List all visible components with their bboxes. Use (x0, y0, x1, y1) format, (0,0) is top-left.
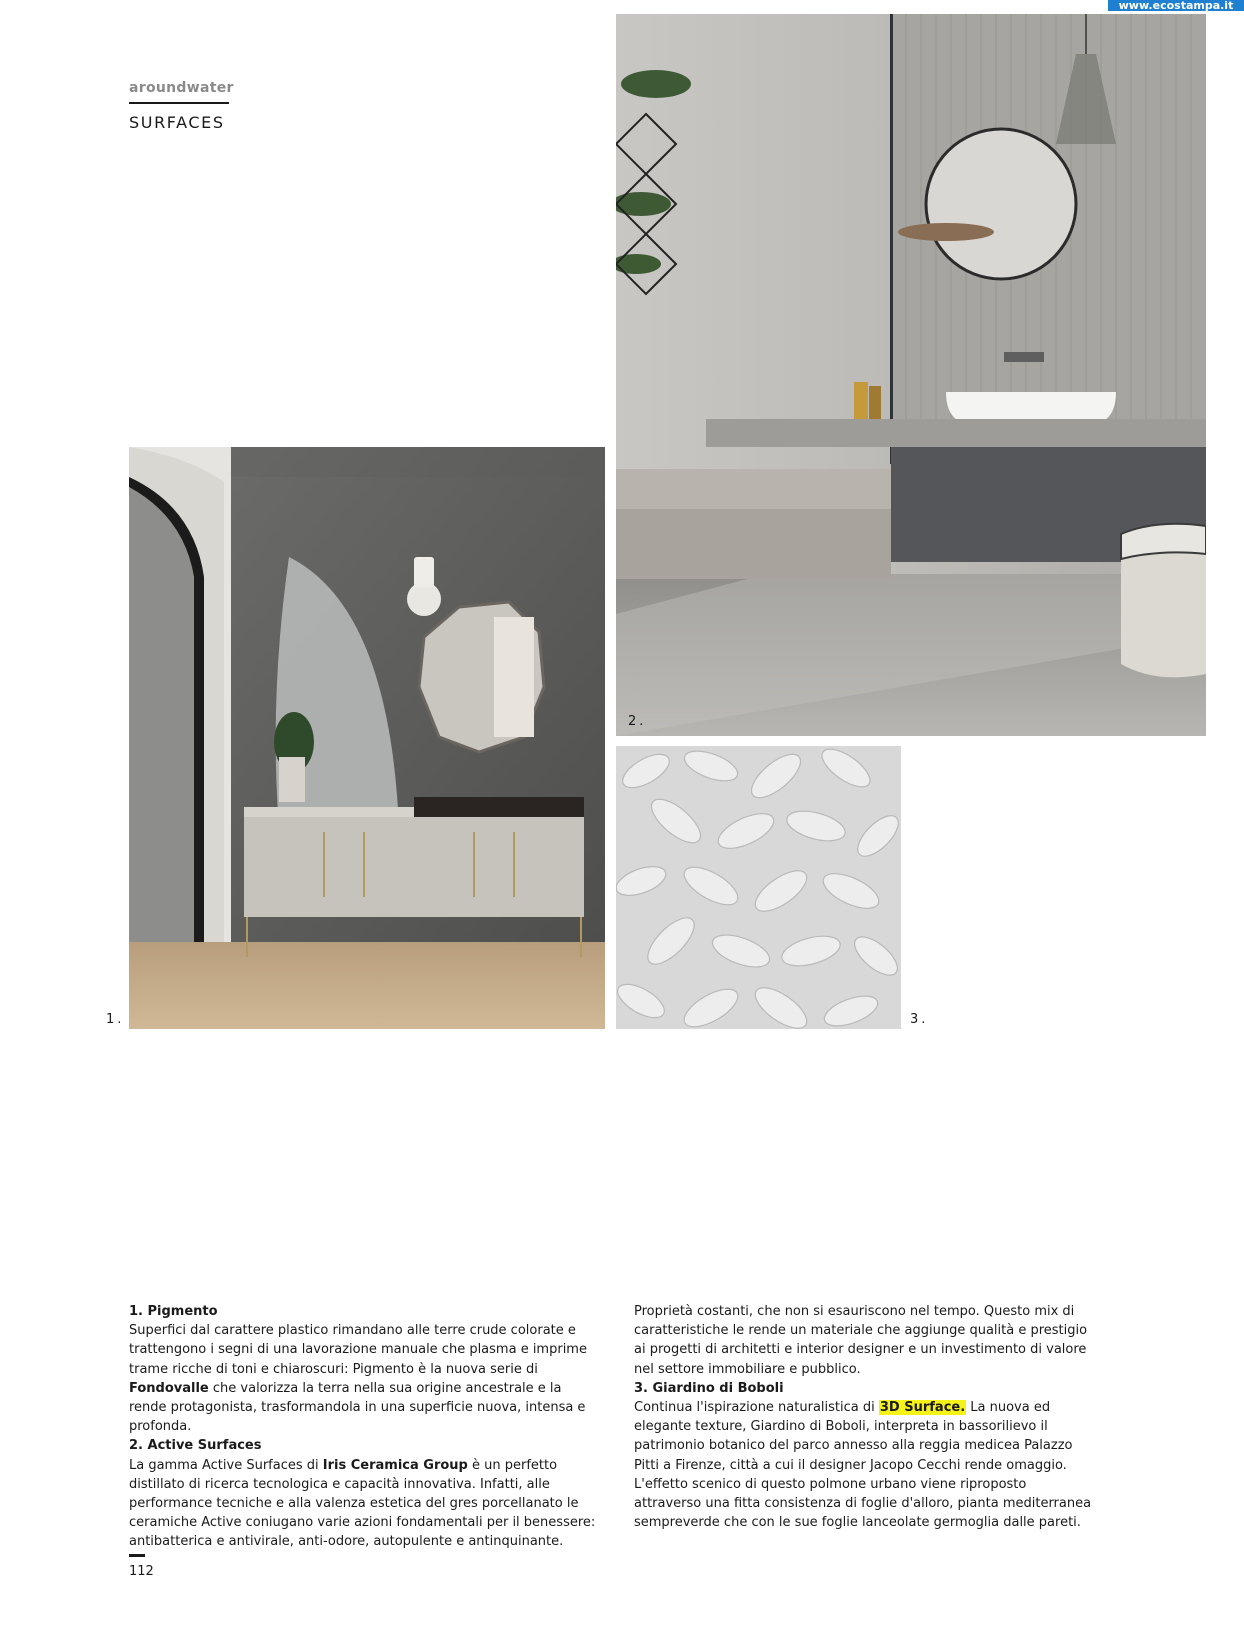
section-title: SURFACES (129, 113, 225, 132)
paragraph-text: La nuova ed elegante texture, Giardino di Boboli, interpreta in bassorilievo il patrimonio botanico del parco annesso alla reggia medicea Palazzo Pitti a Firenze, città a cui il designer Jacopo Cecchi rende omaggio. L'effetto scenico di questo polmone urbano viene riproposto attraverso una fitta consistenza di foglie d'alloro, pianta mediterranea sempreverde che con le sue foglie lanceolate germoglia dalle pareti. (634, 1400, 1092, 1531)
page-number: 112 (129, 1564, 154, 1579)
heading-pigmento: 1. Pigmento (129, 1304, 218, 1319)
paragraph-active-surfaces (129, 1456, 599, 1552)
highlight-3d-surface: 3D Surface. (879, 1400, 966, 1416)
source-badge[interactable]: www.ecostampa.it (1108, 0, 1244, 11)
text-column-right (634, 1302, 1094, 1532)
text-column-left (129, 1302, 599, 1552)
paragraph-text: Continua l'ispirazione naturalistica di (634, 1400, 879, 1416)
paragraph-text: che valorizza la terra nella sua origine ancestrale e la rende protagonista, trasformandola in una superficie nuova, intensa e profonda. (129, 1380, 586, 1435)
caption-photo-1: 1. (106, 1012, 125, 1027)
folio-mark (129, 1554, 145, 1557)
brand-fondovalle: Fondovalle (129, 1380, 209, 1396)
section-kicker: aroundwater (129, 80, 234, 96)
caption-photo-2: 2. (628, 714, 647, 729)
paragraph-giardino-di-boboli (634, 1398, 1094, 1532)
paragraph-text: è un perfetto distillato di ricerca tecnologica e capacità innovativa. Infatti, alle performance tecniche e alla valenza estetica del gres porcellanato le ceramiche Active coniugano varie azioni fondamentali per il benessere: antibatterica e antivirale, anti-odore, autopulente e antinquinante. (129, 1457, 596, 1550)
paragraph-text: Superfici dal carattere plastico rimandano alle terre crude colorate e trattengono i segni di una lavorazione manuale che plasma e imprime trame ricche di toni e chiaroscuri: Pigmento è la nuova serie di (129, 1323, 587, 1377)
heading-giardino-di-boboli: 3. Giardino di Boboli (634, 1380, 784, 1396)
heading-active-surfaces: 2. Active Surfaces (129, 1438, 262, 1454)
photo-active-surfaces (616, 14, 1206, 736)
paragraph-text: La gamma Active Surfaces di (129, 1457, 323, 1473)
photo-pigmento (129, 447, 605, 1029)
kicker-divider (129, 102, 229, 104)
photo-giardino-di-boboli (616, 746, 901, 1029)
caption-photo-3: 3. (910, 1012, 929, 1027)
paragraph-active-surfaces-cont: Proprietà costanti, che non si esauriscono nel tempo. Questo mix di caratteristiche le rende un materiale che aggiunge qualità e prestigio ai progetti di architetti e interior designer e un investimento di valore nel settore immobiliare e pubblico. (634, 1304, 1088, 1377)
brand-iris-ceramica: Iris Ceramica Group (322, 1457, 468, 1473)
paragraph-pigmento (129, 1321, 599, 1436)
